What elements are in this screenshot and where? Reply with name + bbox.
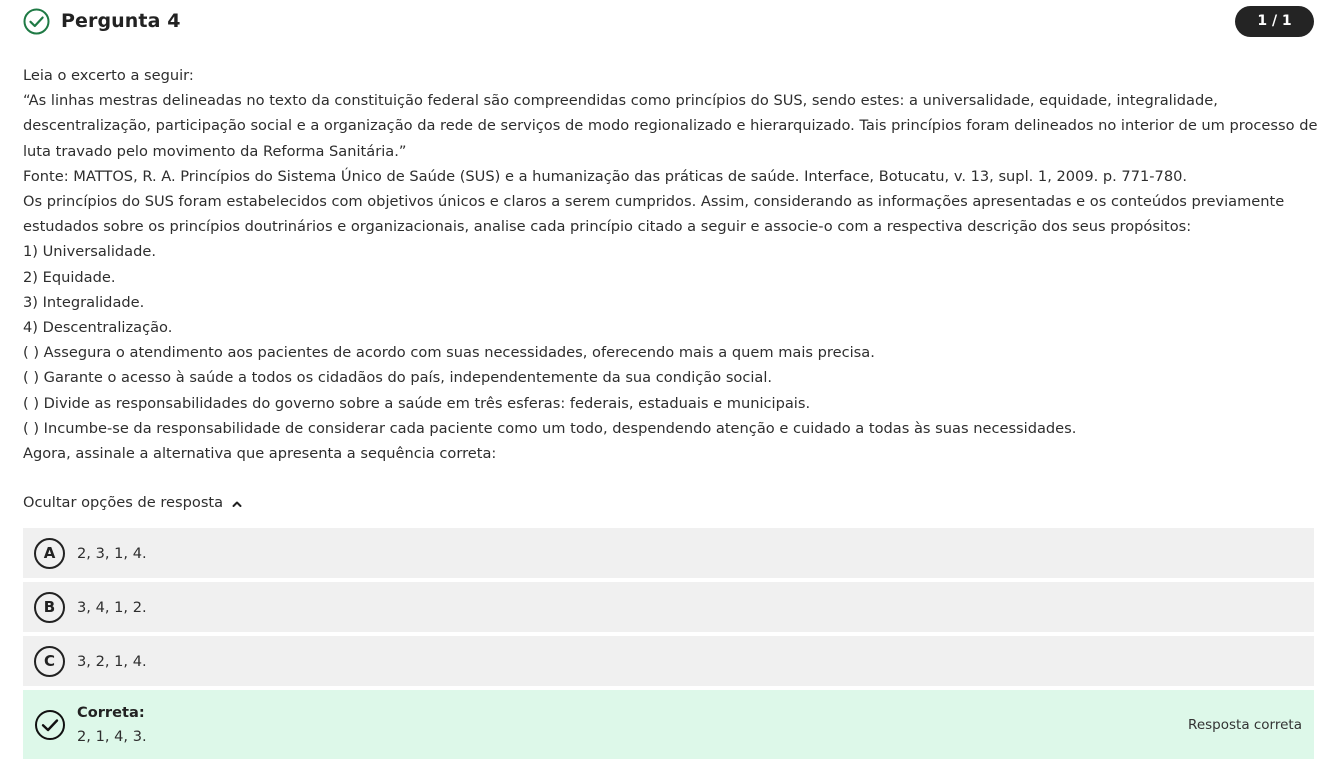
question-line: ( ) Assegura o atendimento aos pacientes de acordo com suas necessidades, oferecendo mais a quem mais precisa. [23,344,875,362]
answer-option-c[interactable] [23,636,1314,686]
question-line: ( ) Divide as responsabilidades do governo sobre a saúde em três esferas: federais, estaduais e municipais. [23,394,811,412]
question-line: Leia o excerto a seguir: [23,67,194,84]
option-text: 3, 2, 1, 4. [77,652,147,670]
option-text: 2, 3, 1, 4. [77,544,147,562]
question-title: Pergunta 4 [61,10,181,32]
question-line: ( ) Garante o acesso à saúde a todos os cidadãos do país, independentemente da sua condição social. [23,369,773,387]
hide-options-toggle[interactable] [23,494,243,511]
toggle-label: Ocultar opções de resposta [23,494,224,511]
chevron-up-icon [231,498,243,510]
question-line: “As linhas mestras delineadas no texto da constituição federal são compreendidas como princípios do SUS, sendo estes: a universalidade, equidade, integralidade, descentralização, participação social e a organização da rede de serviços de modo regionalizado e hierarquizado. Tais princípios foram delineados no interior de um processo de luta travado pelo movimento da Reforma Sanitária.” [23,92,1322,160]
question-title-group [23,8,181,35]
question-line: 1) Universalidade. [23,243,156,261]
answer-option-correct[interactable] [23,690,1314,759]
question-line: Os princípios do SUS foram estabelecidos com objetivos únicos e claros a serem cumpridos. Assim, considerando as informações apresentadas e os conteúdos previamente estudados sobre os princípios doutrinários e organizacionais, analise cada princípio citado a seguir e associe-o com a respectiva descrição dos seus propósitos: [23,193,1289,236]
question-header [23,6,1314,36]
option-text: 3, 4, 1, 2. [77,598,147,616]
answer-option-a[interactable] [23,528,1314,578]
correct-answer-text [77,701,147,749]
correct-value: 2, 1, 4, 3. [77,727,147,745]
correct-answer-status: Resposta correta [1188,716,1302,733]
option-letter: A [34,538,65,569]
option-letter: B [34,592,65,623]
question-line: 2) Equidade. [23,268,116,286]
option-letter: C [34,646,65,677]
question-line: 3) Integralidade. [23,293,145,311]
question-line: Fonte: MATTOS, R. A. Princípios do Sistema Único de Saúde (SUS) e a humanização das práticas de saúde. Interface, Botucatu, v. 13, supl. 1, 2009. p. 771-780. [23,167,1188,185]
question-line: ( ) Incumbe-se da responsabilidade de considerar cada paciente como um todo, despendendo atenção e cuidado a todas às suas necessidades. [23,419,1077,437]
question-text [23,63,1322,466]
check-circle-icon [34,709,66,741]
question-line: 4) Descentralização. [23,319,173,337]
correct-label: Correta: [77,703,145,721]
check-circle-icon [23,8,50,35]
question-line: Agora, assinale a alternativa que apresenta a sequência correta: [23,445,497,463]
score-badge: 1 / 1 [1235,6,1314,37]
answer-option-b[interactable] [23,582,1314,632]
